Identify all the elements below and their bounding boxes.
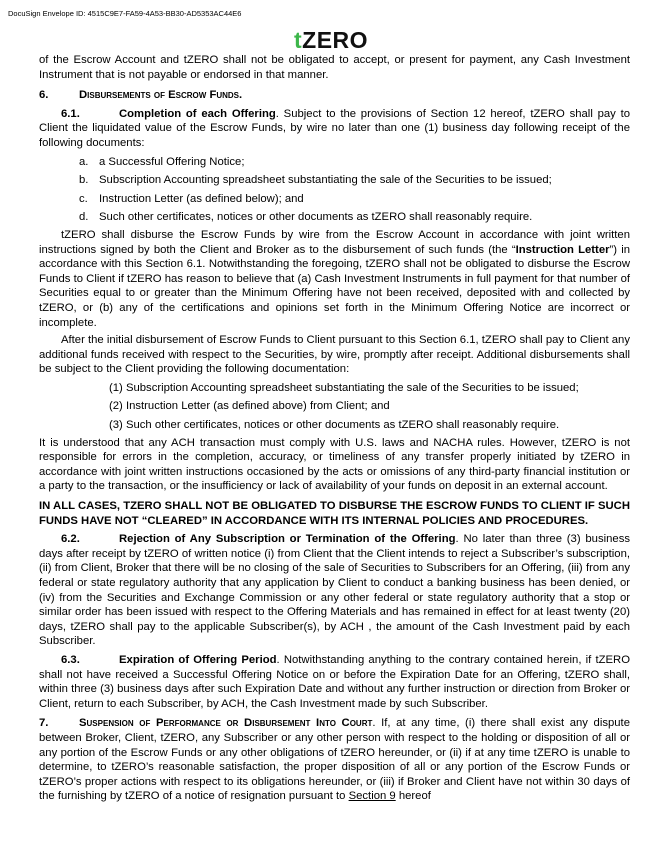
- document-body: [39, 53, 630, 804]
- paragraph-caps-notice: IN ALL CASES, TZERO SHALL NOT BE OBLIGATED TO DISBURSE THE ESCROW FUNDS TO CLIENT IF SUCH FUNDS HAVE NOT “CLEARED” IN ACCORDANCE WITH ITS INTERNAL POLICIES AND PROCEDURES.: [39, 500, 630, 527]
- section-7: 7. Suspension of Performance or Disbursement Into Court. If, at any time, (i) there shall exist any dispute between Broker, Client, tZERO, any Subscriber or any other person with respect to the holding or disposition of all or any portion of the Escrow Funds or any other obligations of tZERO hereunder, or (ii) if at any time tZERO is unable to determine, to tZERO’s reasonable satisfaction, the proper disposition of all or any portion of the Escrow Funds or tZERO’s proper actions with respect to its obligations hereunder, or (iii) if Broker and Client have not within 30 days of the furnishing by tZERO of a notice of resignation pursuant to Section 9 hereof: [39, 717, 630, 803]
- section-6-2: 6.2. Rejection of Any Subscription or Termination of the Offering. No later than three (3) business days after receipt by tZERO of written notice (i) from Client that the Client intends to reject a Subscriber’s subscription, (ii) from Client, Broker that there will be no closing of the sale of Securities to Subscribers for an Offering, (iii) from any federal or state regulatory authority that any application by Client to conduct a banking business has been denied, or (iv) from the Securities and Exchange Commission or any other federal or state regulatory authority that a stop or similar order has been issued with respect to the Offering Materials and has remained in effect for at least twenty (20) days, tZERO shall pay to the applicable Subscriber(s), by ACH , the amount of the Cash Investment paid by each Subscriber.: [39, 533, 630, 648]
- list-item: (1) Subscription Accounting spreadsheet substantiating the sale of the Securities to be issued;: [109, 381, 579, 394]
- paragraph-disbursement: tZERO shall disburse the Escrow Funds by wire from the Escrow Account in accordance with joint written instructions signed by both the Client and Broker as to the disbursement of such funds (the “Instruction Letter”) in accordance with this Section 6.1. Notwithstanding the foregoing, tZERO shall not be obligated to disburse the Escrow Funds to Client if tZERO has reason to believe that (a) Cash Investment Instruments in full payment for that number of Securities equal to or greater than the Minimum Offering have not been received, deposited with and collected by tZERO, or (b) any of the certifications and opinions set forth in the Minimum Offering Notice are incorrect or incomplete.: [39, 228, 630, 329]
- tzero-logo: tZERO: [294, 27, 369, 53]
- paragraph-ach: It is understood that any ACH transaction must comply with U.S. laws and NACHA rules. However, tZERO is not responsible for errors in the completion, accuracy, or timeliness of any transfer properly initiated by tZERO in accordance with joint written instructions occasioned by the acts or omissions of any third-party financial institution or a party to the transaction, or the insufficiency or lack of availability of your funds on deposit in an external account.: [39, 436, 630, 493]
- list-item: (2) Instruction Letter (as defined above) from Client; and: [109, 400, 390, 413]
- list-item: (3) Such other certificates, notices or other documents as tZERO shall reasonably require.: [109, 419, 560, 432]
- section-6-heading: [39, 88, 630, 103]
- section-9-link: Section 9: [348, 790, 396, 803]
- section-title: Disbursements of Escrow Funds.: [79, 89, 243, 102]
- section-6-3: 6.3. Expiration of Offering Period. Notwithstanding anything to the contrary contained herein, if tZERO shall not have received a Successful Offering Notice on or before the Expiration Date for an Offering, tZERO shall, within three (3) business days after such Expiration Date and without any further instruction or direction from Broker or Client, return to each Subscriber, by ACH, the Cash Investment made by such Subscriber.: [39, 653, 630, 710]
- docusign-envelope-id: DocuSign Envelope ID: 4515C9E7-FA59-4A53-BB30-AD5353AC44E6: [8, 9, 242, 18]
- paragraph-after-initial: After the initial disbursement of Escrow Funds to Client pursuant to this Section 6.1, tZERO shall pay to Client any additional funds received with respect to the Securities, by wire, promptly after receipt. Additional disbursements shall be subject to the Client providing the following documentation:: [39, 334, 630, 376]
- list-item: d. Such other certificates, notices or other documents as tZERO shall reasonably require.: [79, 211, 533, 224]
- section-6-1: 6.1. Completion of each Offering. Subject to the provisions of Section 12 hereof, tZERO shall pay to Client the liquidated value of the Escrow Funds, by wire no later than one (1) business day following receipt of the following documents:: [39, 107, 630, 149]
- paragraph-intro: of the Escrow Account and tZERO shall not be obligated to accept, or present for payment, any Cash Investment Instrument that is not payable or endorsed in that manner.: [39, 54, 630, 81]
- list-item: a. a Successful Offering Notice;: [79, 155, 245, 168]
- list-item: c. Instruction Letter (as defined below); and: [79, 192, 304, 205]
- section-number: 6.: [39, 89, 49, 102]
- list-item: b. Subscription Accounting spreadsheet substantiating the sale of the Securities to be issued;: [79, 174, 552, 187]
